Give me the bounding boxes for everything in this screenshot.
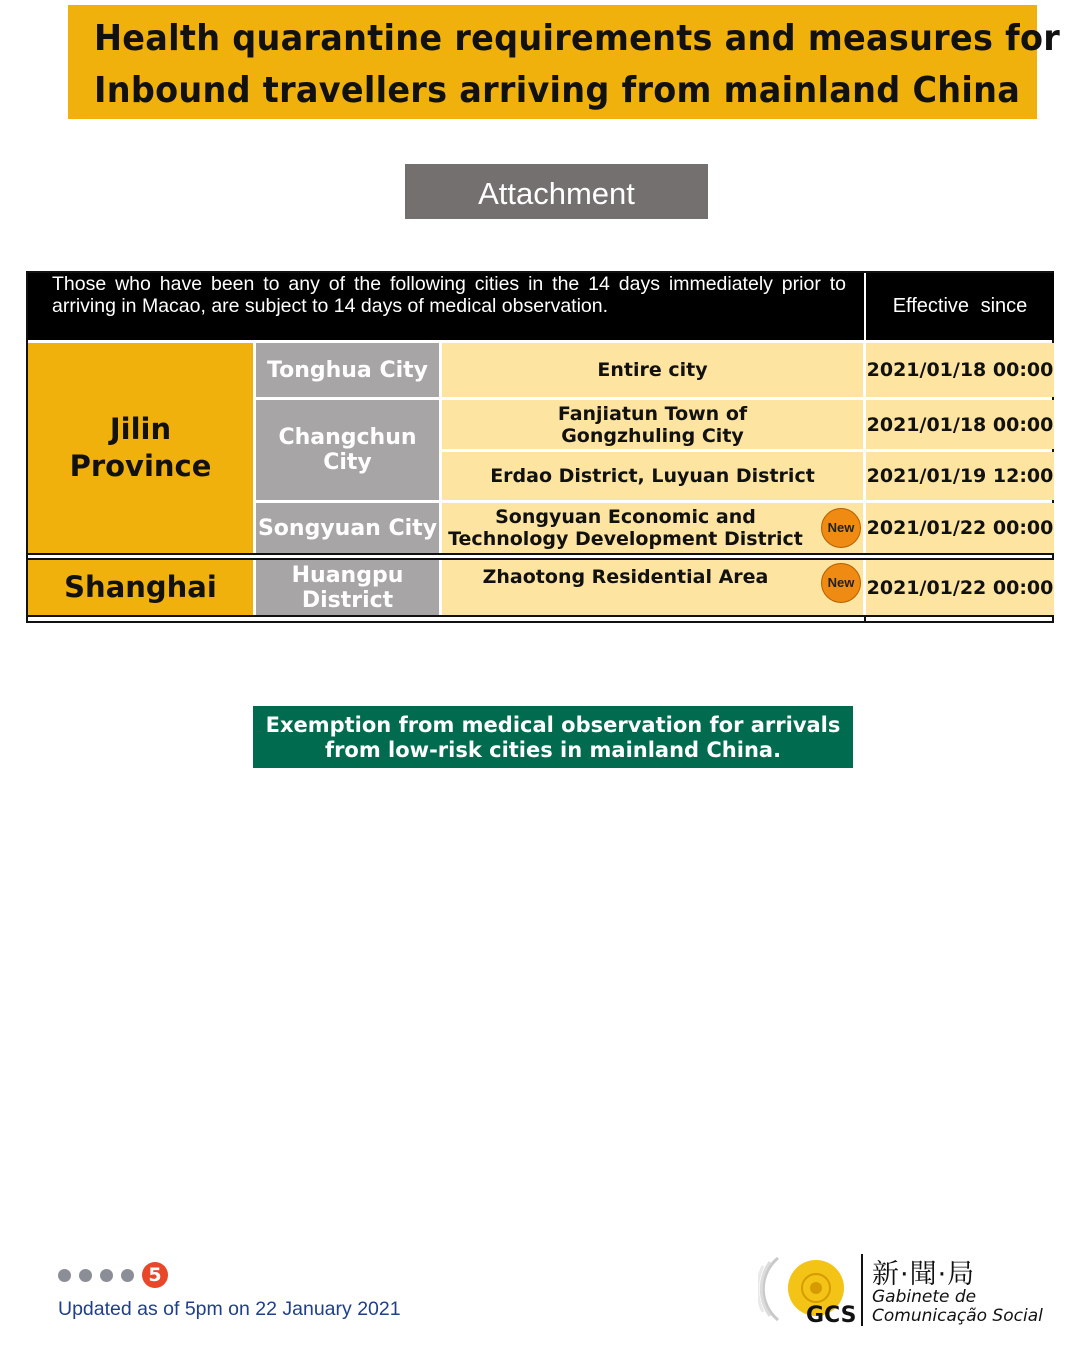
city-tonghua: Tonghua City xyxy=(256,343,439,397)
page-title xyxy=(68,5,1061,119)
city-songyuan: Songyuan City xyxy=(256,503,439,553)
title-line-1: Health quarantine requirements and measures for xyxy=(94,18,1061,59)
city-huangpu-line1: Huangpu xyxy=(291,562,404,588)
effective-date-row4: 2021/01/22 00:00 xyxy=(866,503,1054,553)
province-jilin-line1: Jilin xyxy=(109,412,172,446)
updated-timestamp: Updated as of 5pm on 22 January 2021 xyxy=(58,1298,401,1320)
area-zhaotong xyxy=(442,560,863,615)
city-changchun xyxy=(256,400,439,500)
attachment-label: Attachment xyxy=(405,164,708,219)
logo-chinese-text: 新·聞·局 xyxy=(872,1259,976,1290)
new-badge: New xyxy=(821,508,861,548)
area-songyuan-development xyxy=(442,503,863,553)
effective-date-row2: 2021/01/18 00:00 xyxy=(866,400,1054,449)
exemption-line2: from low-risk cities in mainland China. xyxy=(324,738,782,762)
province-shanghai: Shanghai xyxy=(28,560,253,615)
gcs-logo xyxy=(758,1248,1058,1330)
logo-line2: Comunicação Social xyxy=(872,1306,1043,1326)
area-tonghua: Entire city xyxy=(442,343,863,397)
area-erdao-luyuan: Erdao District, Luyuan District xyxy=(442,452,863,500)
effective-date-row1: 2021/01/18 00:00 xyxy=(866,343,1054,397)
province-jilin xyxy=(28,343,253,553)
quarantine-table xyxy=(26,271,1054,623)
exemption-line1: Exemption from medical observation for arrivals xyxy=(265,713,841,737)
row-separator xyxy=(28,553,1052,555)
city-huangpu-line2: District xyxy=(301,587,394,613)
gcs-logo-icon xyxy=(758,1248,868,1330)
page-dot[interactable] xyxy=(58,1269,71,1282)
exemption-link-button[interactable] xyxy=(253,706,853,768)
area-fanjiatun xyxy=(442,400,863,449)
logo-line1: Gabinete de xyxy=(872,1287,977,1307)
logo-portuguese-text xyxy=(872,1288,1043,1326)
logo-mark-text: GCS xyxy=(806,1303,857,1328)
table-bottom-line xyxy=(28,615,1052,617)
area-songyuan-line1: Songyuan Economic and xyxy=(495,506,756,528)
page-dot[interactable] xyxy=(79,1269,92,1282)
area-fanjiatun-line2: Gongzhuling City xyxy=(561,424,744,447)
page-indicator xyxy=(58,1262,168,1288)
table-header-effective: Effective since xyxy=(866,273,1054,340)
page-dot[interactable] xyxy=(100,1269,113,1282)
current-page-badge: 5 xyxy=(142,1262,168,1288)
effective-date-row3: 2021/01/19 12:00 xyxy=(866,452,1054,500)
table-header-description: Those who have been to any of the following cities in the 14 days immediately prior to arriving in Macao, are subject to 14 days of medical observation. xyxy=(28,273,864,340)
area-fanjiatun-line1: Fanjiatun Town of xyxy=(557,402,748,425)
city-changchun-line2: City xyxy=(323,450,372,475)
city-changchun-line1: Changchun xyxy=(278,425,417,450)
page-dot[interactable] xyxy=(121,1269,134,1282)
effective-date-row5: 2021/01/22 00:00 xyxy=(866,560,1054,615)
new-badge: New xyxy=(821,563,861,603)
city-huangpu xyxy=(256,560,439,615)
province-jilin-line2: Province xyxy=(69,449,212,483)
area-songyuan-line2: Technology Development District xyxy=(448,528,803,550)
title-line-2: Inbound travellers arriving from mainland China xyxy=(94,70,1021,111)
table-column-line xyxy=(864,615,866,621)
area-zhaotong-label: Zhaotong Residential Area xyxy=(482,566,769,588)
